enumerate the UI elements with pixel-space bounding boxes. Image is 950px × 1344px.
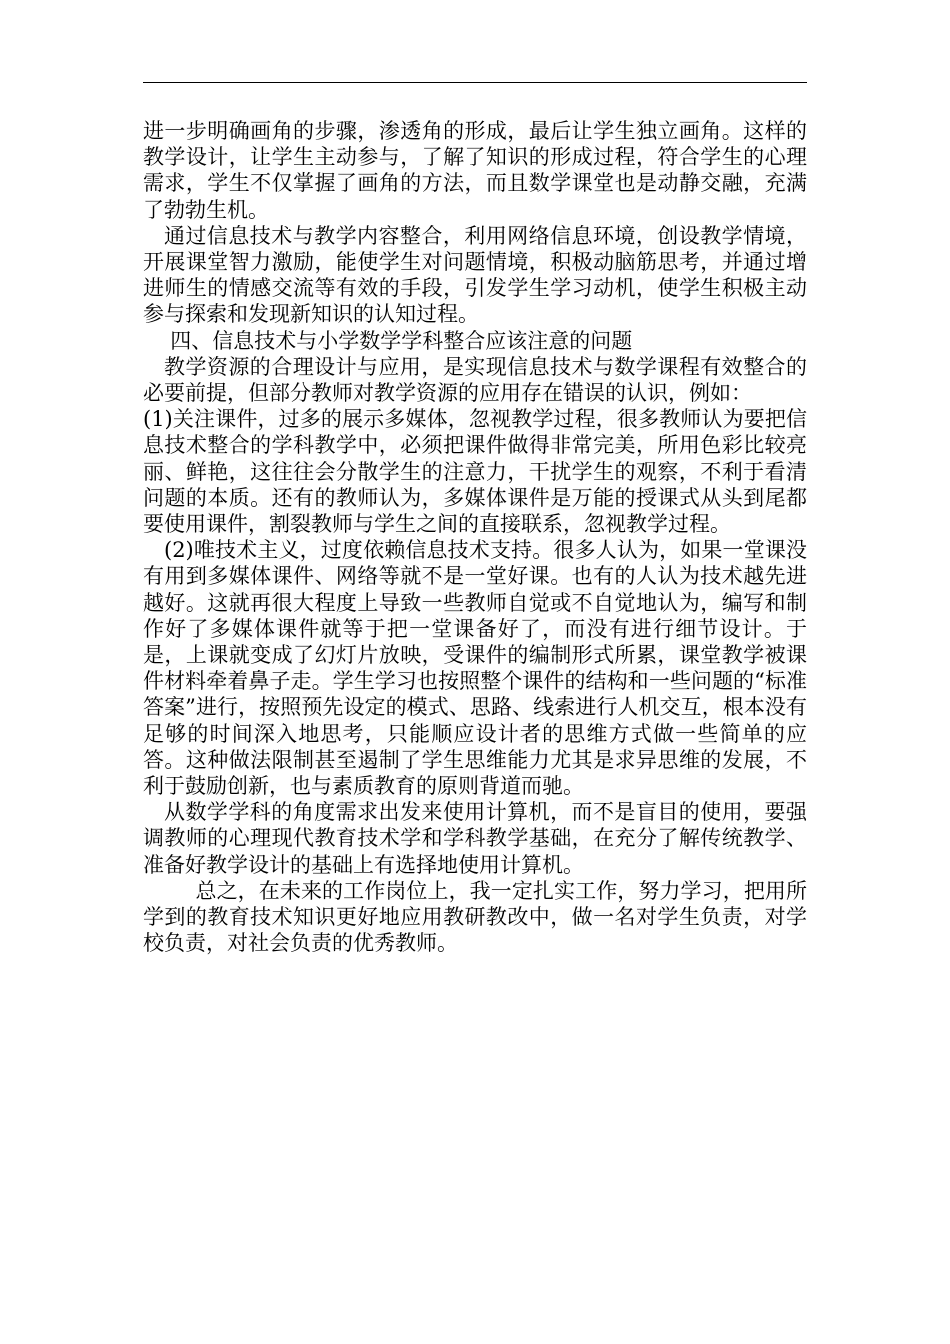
paragraph-resources: 教学资源的合理设计与应用，是实现信息技术与数学课程有效整合的必要前提，但部分教师对教学资源的应用存在错误的认识，例如： xyxy=(143,354,807,406)
paragraph-item-2: (2)唯技术主义，过度依赖信息技术支持。很多人认为，如果一堂课没有用到多媒体课件、网络等就不是一堂好课。也有的人认为技术越先进越好。这就再很大程度上导致一些教师自觉或不自觉地认为，编写和制作好了多媒体课件就等于把一堂课备好了，而没有进行细节设计。于是，上课就变成了幻灯片放映，受课件的编制形式所累，课堂教学被课件材料牵着鼻子走。学生学习也按照整个课件的结构和一些问题的“标准答案”进行，按照预先设定的模式、思路、线索进行人机交互，根本没有足够的时间深入地思考，只能顺应设计者的思维方式做一些简单的应答。这种做法限制甚至遏制了学生思维能力尤其是求异思维的发展，不利于鼓励创新，也与素质教育的原则背道而驰。 xyxy=(143,538,807,799)
section-heading-four: 四、信息技术与小学数学学科整合应该注意的问题 xyxy=(170,328,633,353)
paragraph-subject-perspective: 从数学学科的角度需求出发来使用计算机，而不是盲目的使用，要强调教师的心理现代教育技术学和学科教学基础，在充分了解传统教学、准备好教学设计的基础上有选择地使用计算机。 xyxy=(143,800,807,877)
paragraph-conclusion: 总之，在未来的工作岗位上，我一定扎实工作，努力学习，把用所学到的教育技术知识更好地应用教研教改中，做一名对学生负责，对学校负责，对社会负责的优秀教师。 xyxy=(143,878,807,956)
document-body xyxy=(143,118,807,957)
paragraph-continuation: 进一步明确画角的步骤，渗透角的形成，最后让学生独立画角。这样的教学设计，让学生主动参与，了解了知识的形成过程，符合学生的心理需求，学生不仅掌握了画角的方法，而且数学课堂也是动静交融，充满了勃勃生机。 xyxy=(143,119,807,222)
header-rule xyxy=(143,82,807,83)
paragraph-integration: 通过信息技术与教学内容整合，利用网络信息环境，创设教学情境，开展课堂智力激励，能使学生对问题情境，积极动脑筋思考，并通过增进师生的情感交流等有效的手段，引发学生学习动机，使学生积极主动参与探索和发现新知识的认知过程。 xyxy=(143,223,807,327)
paragraph-item-1: (1)关注课件，过多的展示多媒体，忽视教学过程，很多教师认为要把信息技术整合的学科教学中，必须把课件做得非常完美，所用色彩比较亮丽、鲜艳，这往往会分散学生的注意力，干扰学生的观察，不利于看清问题的本质。还有的教师认为，多媒体课件是万能的授课式从头到尾都要使用课件，割裂教师与学生之间的直接联系，忽视教学过程。 xyxy=(143,407,807,537)
